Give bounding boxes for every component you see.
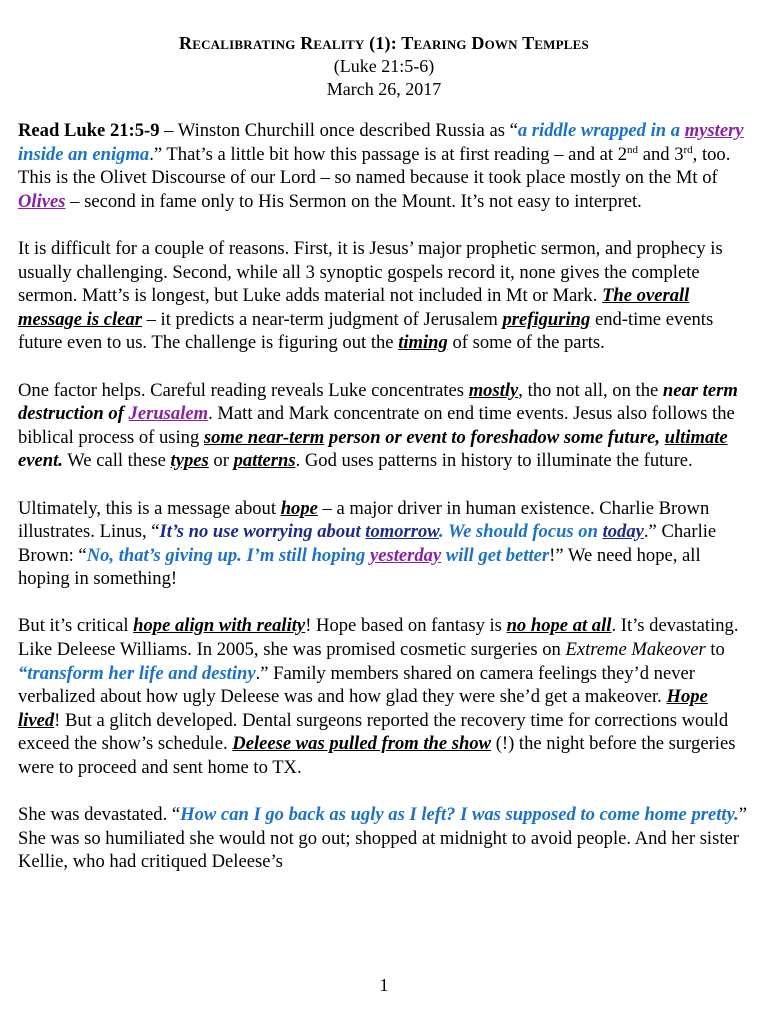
quote-highlight: No, that’s giving up. I’m still hoping: [86, 544, 370, 566]
emphasis: hope align with reality: [133, 615, 306, 637]
text-run: (!) the night before the surgeries were to proceed and sent home to TX.: [18, 733, 736, 779]
text-run: end-time events future even to us. The challenge is figuring out the: [18, 308, 714, 354]
emphasis: ultimate: [664, 426, 728, 448]
paragraph-4: [18, 497, 750, 591]
emphasis: no hope at all: [506, 615, 612, 637]
quote-highlight: inside an enigma: [18, 143, 150, 165]
text-run: It is difficult for a couple of reasons. First, it is Jesus’ major prophetic sermon, and prophecy is usually challenging. Second, while all 3 synoptic gospels record it, none gives the complete sermon. Matt’s is longest, but Luke adds material not included in Mt or Mark.: [18, 237, 723, 307]
quote-highlight: . We should focus on: [439, 521, 603, 543]
emphasis: near term destruction of: [18, 379, 738, 425]
text-run: We call these: [62, 450, 171, 472]
emphasis: event.: [18, 450, 63, 472]
text-run: , too. This is the Olivet Discourse of our Lord – so named because it took place mostly on the Mt of: [18, 143, 731, 189]
quote-highlight: “transform her life and destiny: [18, 662, 256, 684]
sermon-date: March 26, 2017: [326, 79, 442, 99]
emphasis: patterns: [233, 450, 296, 472]
text-run: , tho not all, on the: [518, 379, 663, 401]
document-body: [18, 119, 750, 898]
quote-highlight: will get better: [441, 544, 550, 566]
text-run: – it predicts a near-term judgment of Jerusalem: [141, 308, 503, 330]
text-run: or: [208, 450, 234, 472]
text-run: – second in fame only to His Sermon on the Mount. It’s not easy to interpret.: [65, 190, 642, 212]
text-run: and 3: [638, 143, 684, 165]
emphasis: The overall message is clear: [18, 285, 690, 330]
text-run: . Matt and Mark concentrate on end time events. Jesus also follows the biblical process of using: [18, 403, 735, 448]
text-run: ” She was so humiliated she would not go out; shopped at midnight to avoid people. And her sister Kellie, who had critiqued Deleese’s: [18, 804, 748, 873]
document-header: [0, 32, 768, 101]
text-run: She was devastated. “: [18, 804, 181, 826]
paragraph-3: [18, 379, 750, 473]
keyword-highlight: yesterday: [369, 544, 442, 566]
show-title: Extreme Makeover: [565, 639, 706, 661]
quote-highlight: How can I go back as ugly as I left? I was supposed to come home pretty.: [180, 804, 739, 826]
emphasis: Hope lived: [18, 686, 708, 731]
keyword-highlight: Jerusalem: [128, 403, 209, 425]
emphasis: some near-term: [203, 426, 325, 448]
emphasis: Deleese was pulled from the show: [232, 733, 492, 755]
text-run: ! Hope based on fantasy is: [305, 615, 507, 637]
emphasis: types: [170, 450, 209, 472]
text-run: One factor helps. Careful reading reveals Luke concentrates: [18, 379, 469, 401]
sermon-title: Recalibrating Reality (1): Tearing Down Temples: [179, 33, 589, 53]
keyword-highlight: Olives: [18, 190, 66, 212]
emphasis: prefiguring: [502, 308, 591, 330]
text-run: .” That’s a little bit how this passage is at first reading – and at 2: [149, 143, 628, 165]
paragraph-2: [18, 237, 750, 355]
emphasis: person or event to foreshadow some future,: [324, 426, 665, 448]
text-run: !” We need hope, all hoping in something!: [18, 544, 701, 590]
paragraph-6: [18, 803, 750, 874]
scripture-reference: (Luke 21:5-6): [333, 56, 435, 76]
text-run: But it’s critical: [18, 615, 134, 637]
text-run: – a major driver in human existence. Charlie Brown illustrates. Linus, “: [18, 497, 710, 543]
text-run: of some of the parts.: [447, 332, 605, 354]
text-run: to: [705, 639, 725, 661]
text-run: .” Family members shared on camera feelings they’d never verbalized about how ugly Deleese was and how glad they were she’d get a makeover.: [18, 662, 695, 708]
emphasis: mostly: [468, 379, 519, 401]
paragraph-5: [18, 614, 750, 779]
superscript: rd: [683, 143, 693, 156]
keyword-highlight: mystery: [684, 120, 744, 141]
text-run: . God uses patterns in history to illuminate the future.: [295, 450, 693, 472]
text-run: ! But a glitch developed. Dental surgeons reported the recovery time for corrections would exceed the show’s schedule.: [18, 709, 729, 755]
superscript: nd: [627, 143, 639, 156]
text-run: – Winston Churchill once described Russia as “: [159, 120, 518, 141]
quote-highlight: today: [602, 521, 644, 543]
emphasis: timing: [398, 332, 448, 354]
quote-highlight: a riddle wrapped in a: [517, 120, 685, 141]
text-run: .” Charlie Brown: “: [18, 521, 717, 566]
text-run: Read Luke 21:5-9: [18, 120, 160, 141]
text-run: . It’s devastating. Like Deleese Williams. In 2005, she was promised cosmetic surgeries on: [18, 615, 739, 661]
text-run: Ultimately, this is a message about: [18, 497, 281, 519]
paragraph-1: [18, 119, 750, 213]
quote-highlight: It’s no use worrying about: [159, 521, 366, 543]
quote-highlight: tomorrow: [365, 521, 439, 543]
emphasis: hope: [280, 497, 318, 519]
page-number: 1: [379, 975, 389, 995]
